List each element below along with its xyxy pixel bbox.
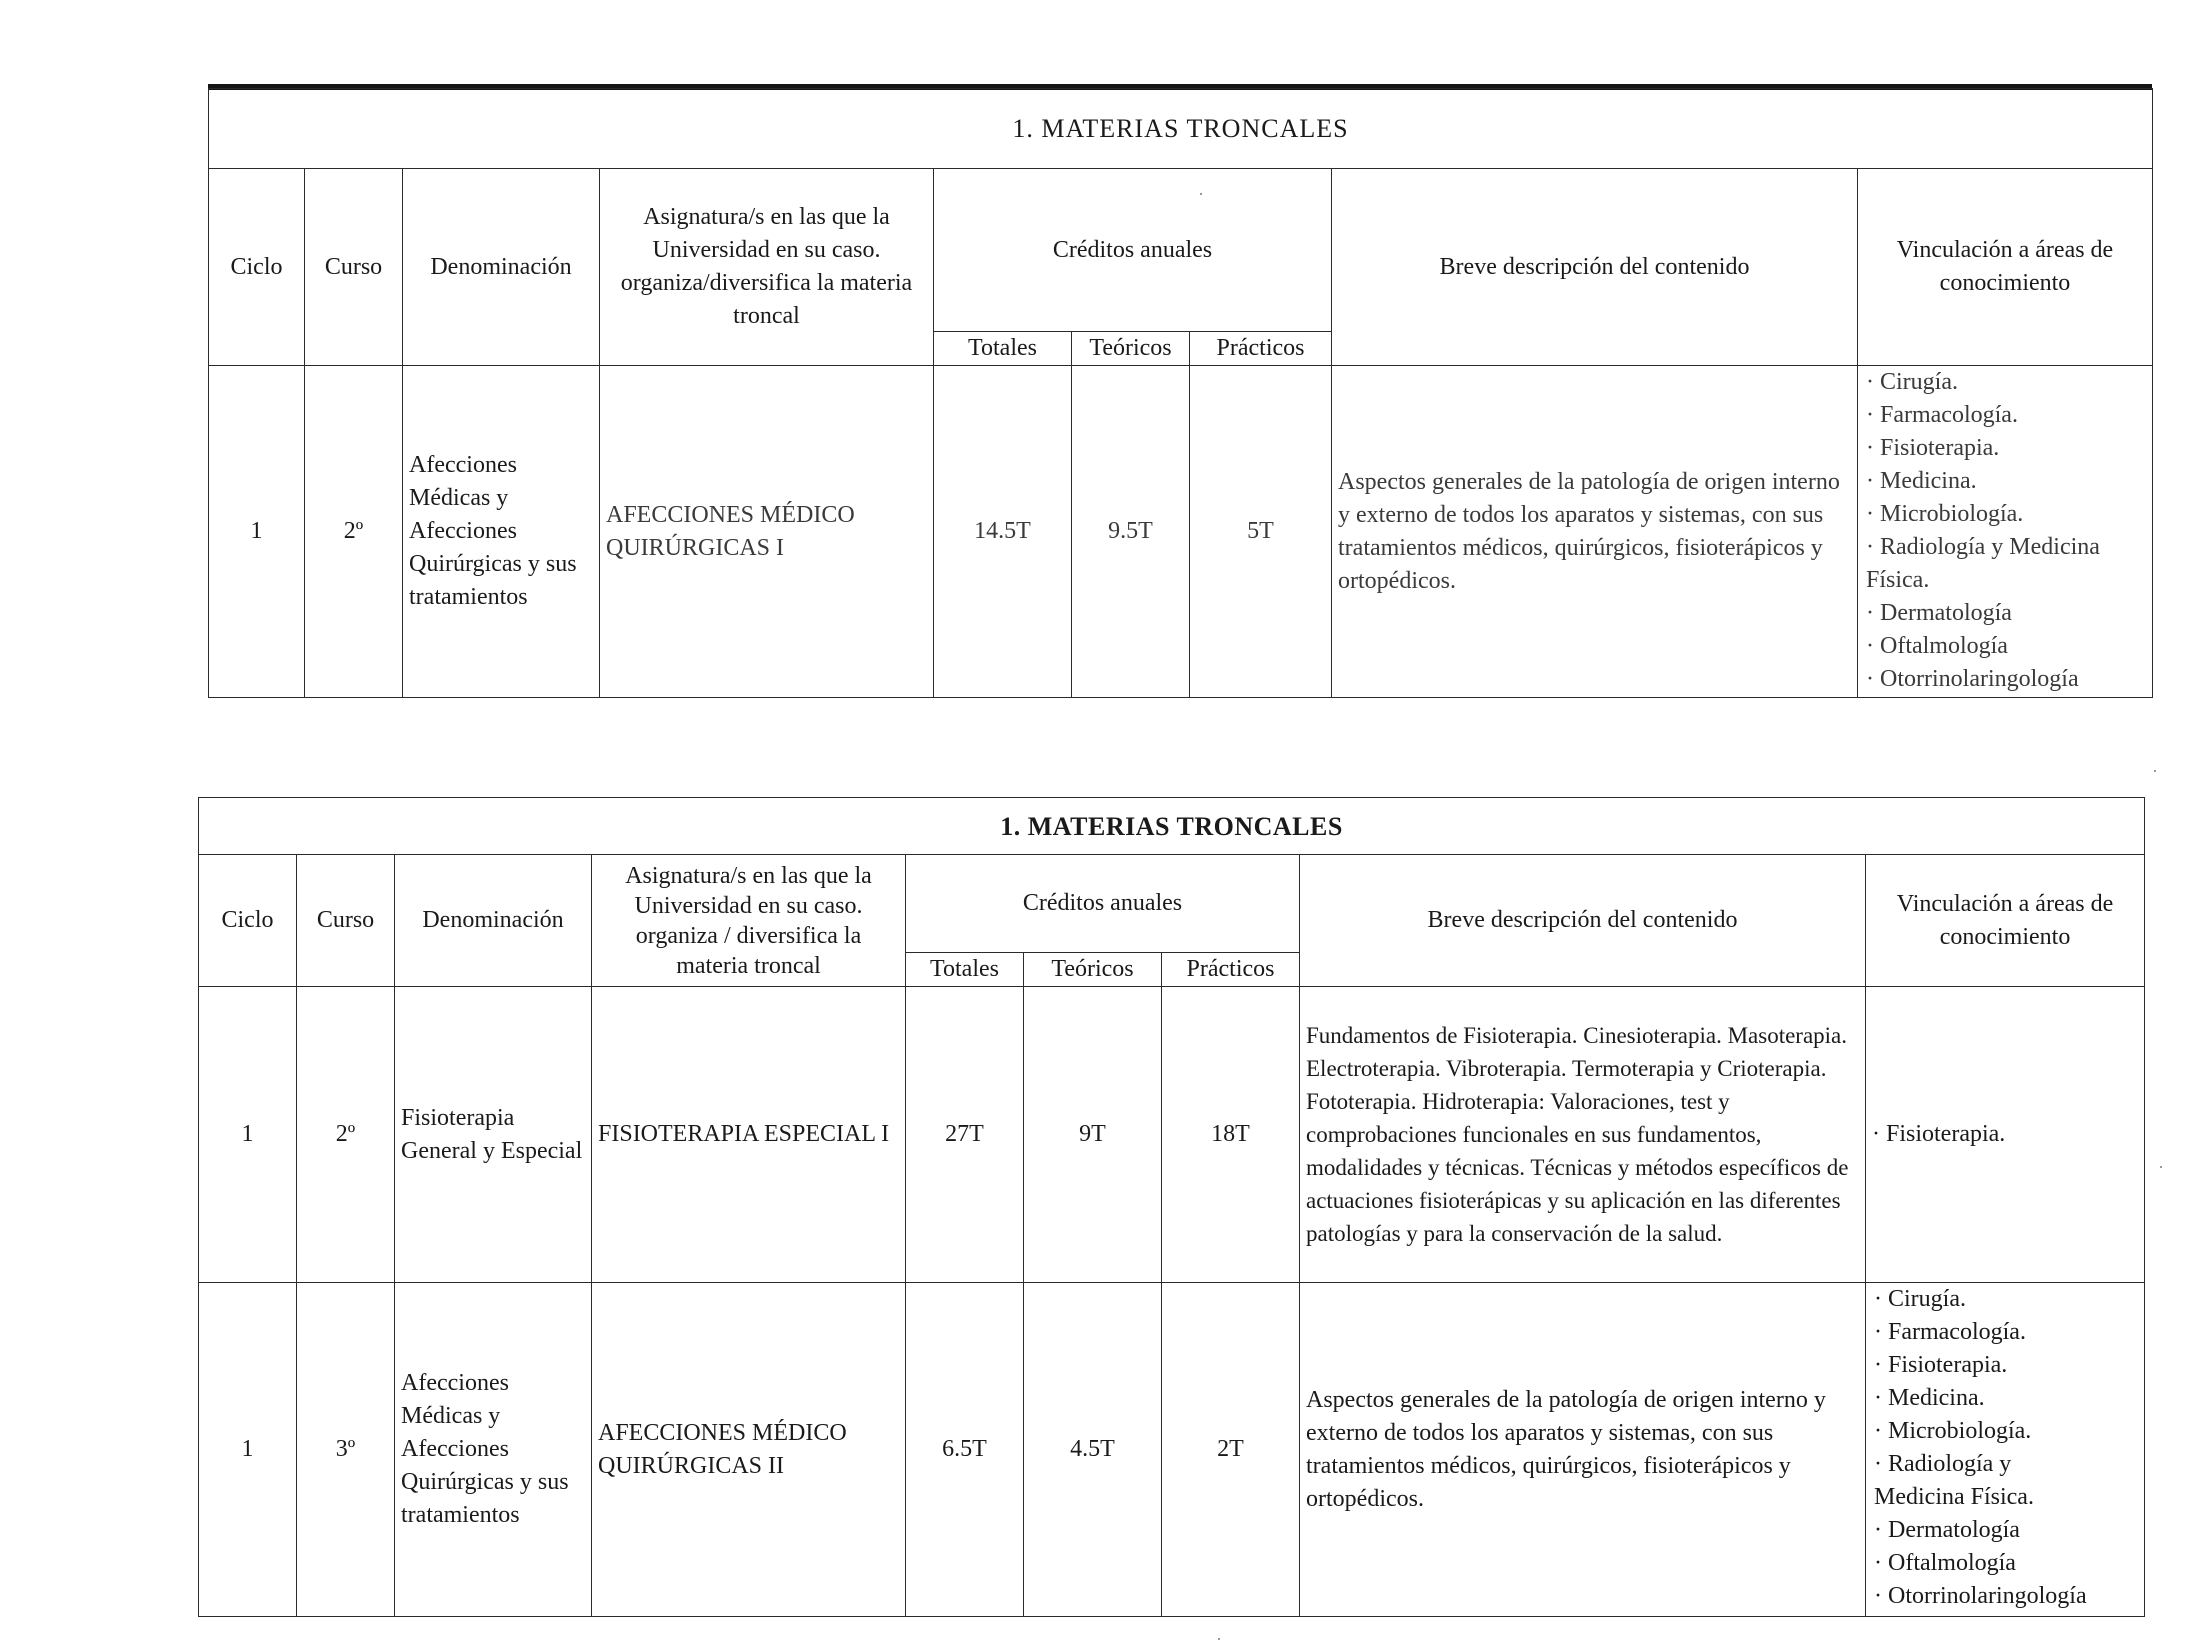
area-item: · Medicina.: [1866, 468, 1977, 494]
area-item: Medicina Física.: [1874, 1484, 2034, 1510]
area-item: · Microbiología.: [1874, 1418, 2032, 1444]
area-item: · Cirugía.: [1874, 1286, 1966, 1312]
header-totales: Totales: [934, 332, 1072, 366]
header-denominacion: Denominación: [403, 169, 600, 366]
header-curso: Curso: [297, 855, 395, 987]
materias-troncales-table-1: [208, 88, 2153, 698]
table-row: [209, 366, 2153, 698]
area-item: · Farmacología.: [1874, 1319, 2026, 1345]
cell-descripcion: Fundamentos de Fisioterapia. Cinesioterapia. Masoterapia. Electroterapia. Vibroterapia. Termoterapia y Crioterapia. Fototerapia. Hidroterapia: Valoraciones, test y comprobaciones funcionales en sus fundamentos, modalidades y técnicas. Técnicas y métodos específicos de actuaciones fisioterápicas y su aplicación en las diferentes patologías y para la conservación de la salud.: [1300, 987, 1866, 1283]
header-ciclo: Ciclo: [209, 169, 305, 366]
area-item: · Fisioterapia.: [1866, 435, 2000, 461]
header-descripcion: Breve descripción del contenido: [1300, 855, 1866, 987]
header-teoricos: Teóricos: [1072, 332, 1190, 366]
header-practicos: Prácticos: [1162, 953, 1300, 987]
cell-descripcion: Aspectos generales de la patología de origen interno y externo de todos los aparatos y sistemas, con sus tratamientos médicos, quirúrgicos, fisioterápicos y ortopédicos.: [1300, 1283, 1866, 1617]
header-curso: Curso: [305, 169, 403, 366]
area-item: · Microbiología.: [1866, 501, 2024, 527]
header-asignatura: Asignatura/s en las que la Universidad en su caso. organiza/diversifica la materia troncal: [600, 169, 934, 366]
area-item: · Fisioterapia.: [1872, 1121, 2006, 1147]
cell-curso: 2º: [297, 987, 395, 1283]
table-row: [199, 1283, 2145, 1617]
cell-practicos: 2T: [1162, 1283, 1300, 1617]
area-item: · Otorrinolaringología: [1866, 666, 2079, 692]
cell-asignatura: FISIOTERAPIA ESPECIAL I: [592, 987, 906, 1283]
cell-ciclo: 1: [199, 987, 297, 1283]
cell-areas-list: [1866, 987, 2145, 1283]
cell-practicos: 18T: [1162, 987, 1300, 1283]
cell-curso: 3º: [297, 1283, 395, 1617]
area-item: · Radiología y Medicina: [1866, 534, 2100, 560]
cell-teoricos: 4.5T: [1024, 1283, 1162, 1617]
cell-totales: 27T: [906, 987, 1024, 1283]
cell-totales: 14.5T: [934, 366, 1072, 698]
area-item: · Dermatología: [1874, 1517, 2020, 1543]
area-item: · Oftalmología: [1874, 1550, 2016, 1576]
table-row: [199, 987, 2145, 1283]
area-item: · Farmacología.: [1866, 402, 2018, 428]
cell-denominacion: Afecciones Médicas y Afecciones Quirúrgicas y sus tratamientos: [395, 1283, 592, 1617]
header-totales: Totales: [906, 953, 1024, 987]
scan-speck: [2154, 770, 2156, 772]
cell-curso: 2º: [305, 366, 403, 698]
cell-practicos: 5T: [1190, 366, 1332, 698]
cell-denominacion: Fisioterapia General y Especial: [395, 987, 592, 1283]
header-denominacion: Denominación: [395, 855, 592, 987]
cell-descripcion: Aspectos generales de la patología de origen interno y externo de todos los aparatos y sistemas, con sus tratamientos médicos, quirúrgicos, fisioterápicos y ortopédicos.: [1332, 366, 1858, 698]
header-ciclo: Ciclo: [199, 855, 297, 987]
header-teoricos: Teóricos: [1024, 953, 1162, 987]
area-item: · Fisioterapia.: [1874, 1352, 2008, 1378]
scan-speck: [1200, 193, 1202, 195]
cell-totales: 6.5T: [906, 1283, 1024, 1617]
table-title: 1. MATERIAS TRONCALES: [209, 89, 2153, 169]
header-asignatura: Asignatura/s en las que la Universidad en su caso. organiza / diversifica la materia troncal: [592, 855, 906, 987]
cell-teoricos: 9T: [1024, 987, 1162, 1283]
cell-areas-list: [1866, 1283, 2145, 1617]
area-item: Física.: [1866, 567, 1930, 593]
cell-ciclo: 1: [209, 366, 305, 698]
table-title: 1. MATERIAS TRONCALES: [199, 798, 2145, 855]
materias-troncales-table-2: [198, 797, 2145, 1617]
area-item: · Radiología y: [1874, 1451, 2012, 1477]
area-item: · Dermatología: [1866, 600, 2012, 626]
area-item: · Otorrinolaringología: [1874, 1583, 2087, 1609]
cell-denominacion: Afecciones Médicas y Afecciones Quirúrgicas y sus tratamientos: [403, 366, 600, 698]
cell-ciclo: 1: [199, 1283, 297, 1617]
cell-areas-list: [1858, 366, 2153, 698]
header-creditos: Créditos anuales: [906, 855, 1300, 953]
area-item: · Oftalmología: [1866, 633, 2008, 659]
cell-asignatura: AFECCIONES MÉDICO QUIRÚRGICAS II: [592, 1283, 906, 1617]
area-item: · Medicina.: [1874, 1385, 1985, 1411]
scan-speck: [1218, 1638, 1220, 1640]
header-vinculacion: Vinculación a áreas de conocimiento: [1866, 855, 2145, 987]
header-creditos: Créditos anuales: [934, 169, 1332, 332]
cell-asignatura: AFECCIONES MÉDICO QUIRÚRGICAS I: [600, 366, 934, 698]
header-vinculacion: Vinculación a áreas de conocimiento: [1858, 169, 2153, 366]
scan-speck: [2160, 1166, 2162, 1168]
cell-teoricos: 9.5T: [1072, 366, 1190, 698]
header-practicos: Prácticos: [1190, 332, 1332, 366]
area-item: · Cirugía.: [1866, 369, 1958, 395]
header-descripcion: Breve descripción del contenido: [1332, 169, 1858, 366]
